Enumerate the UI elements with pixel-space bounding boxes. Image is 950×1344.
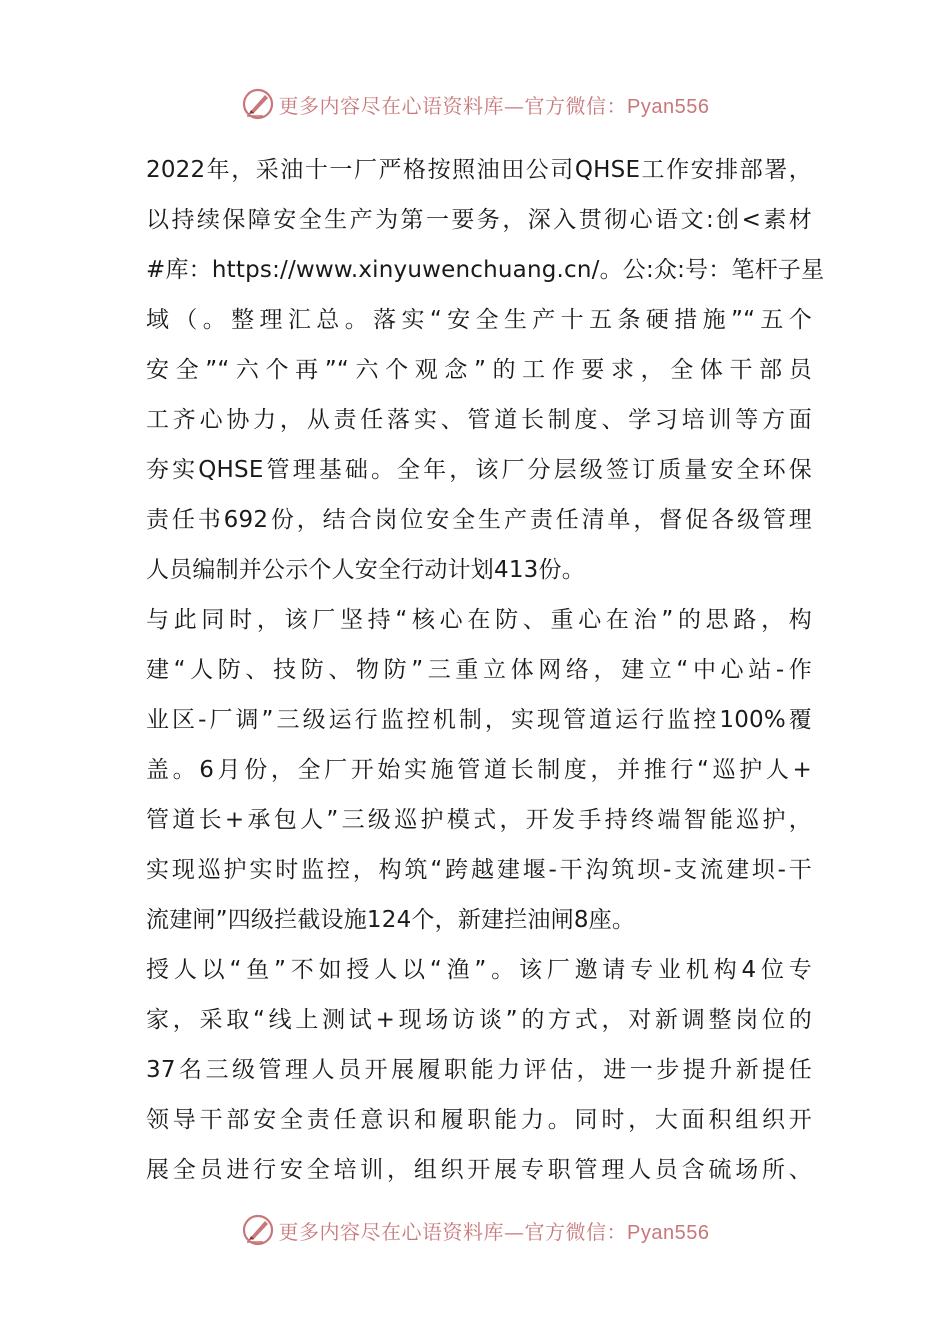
paragraph-line: 人员编制并公示个人安全行动计划413份。 [146,557,585,583]
paragraph-line: 以持续保障安全生产为第一要务，深入贯彻心语文:创<素材 [146,207,812,233]
paragraph-line: #库：https://www.xinyuwenchuang.cn/。公:众:号：笔杆子星 [146,257,825,283]
paragraph-line: 工齐心协力，从责任落实、管道长制度、学习培训等方面 [146,407,812,433]
paragraph-line: 夯实QHSE管理基础。全年，该厂分层级签订质量安全环保 [146,457,812,483]
paragraph-line: 管道长+承包人”三级巡护模式，开发手持终端智能巡护， [146,807,812,833]
paragraph-line: 授人以“鱼”不如授人以“渔”。该厂邀请专业机构4位专 [146,957,812,983]
paragraph-line: 域（。整理汇总。落实“安全生产十五条硬措施”“五个 [146,307,812,333]
paragraph-line: 盖。6月份，全厂开始实施管道长制度，并推行“巡护人+ [146,757,812,783]
paragraph-line: 37名三级管理人员开展履职能力评估，进一步提升新提任 [146,1057,812,1083]
paragraph-line: 流建闸”四级拦截设施124个，新建拦油闸8座。 [146,907,636,933]
paragraph-line: 2022年，采油十一厂严格按照油田公司QHSE工作安排部署， [146,157,812,183]
paragraph-line: 展全员进行安全培训，组织开展专职管理人员含硫场所、 [146,1157,812,1183]
footer-banner-text: 更多内容尽在心语资料库—官方微信：Pyan556 [278,1219,710,1244]
paragraph-line: 家，采取“线上测试+现场访谈”的方式，对新调整岗位的 [146,1007,812,1033]
paragraph [146,945,812,1195]
header-banner-text: 更多内容尽在心语资料库—官方微信：Pyan556 [278,93,710,118]
paragraph-line: 业区-厂调”三级运行监控机制，实现管道运行监控100%覆 [146,707,812,733]
header-banner [0,82,950,126]
paragraph-line: 责任书692份，结合岗位安全生产责任清单，督促各级管理 [146,507,812,533]
paragraph [146,145,825,595]
paragraph-line: 实现巡护实时监控，构筑“跨越建堰-干沟筑坝-支流建坝-干 [146,857,812,883]
document-body [146,145,825,1195]
paragraph-line: 与此同时，该厂坚持“核心在防、重心在治”的思路，构 [146,607,812,633]
paragraph-line: 领导干部安全责任意识和履职能力。同时，大面积组织开 [146,1107,812,1133]
quill-pen-logo-icon [241,1213,275,1247]
footer-banner [0,1208,950,1252]
paragraph [146,595,812,945]
quill-pen-logo-icon [241,87,275,121]
paragraph-line: 建“人防、技防、物防”三重立体网络，建立“中心站-作 [146,657,812,683]
paragraph-line: 安全”“六个再”“六个观念”的工作要求，全体干部员 [146,357,812,383]
